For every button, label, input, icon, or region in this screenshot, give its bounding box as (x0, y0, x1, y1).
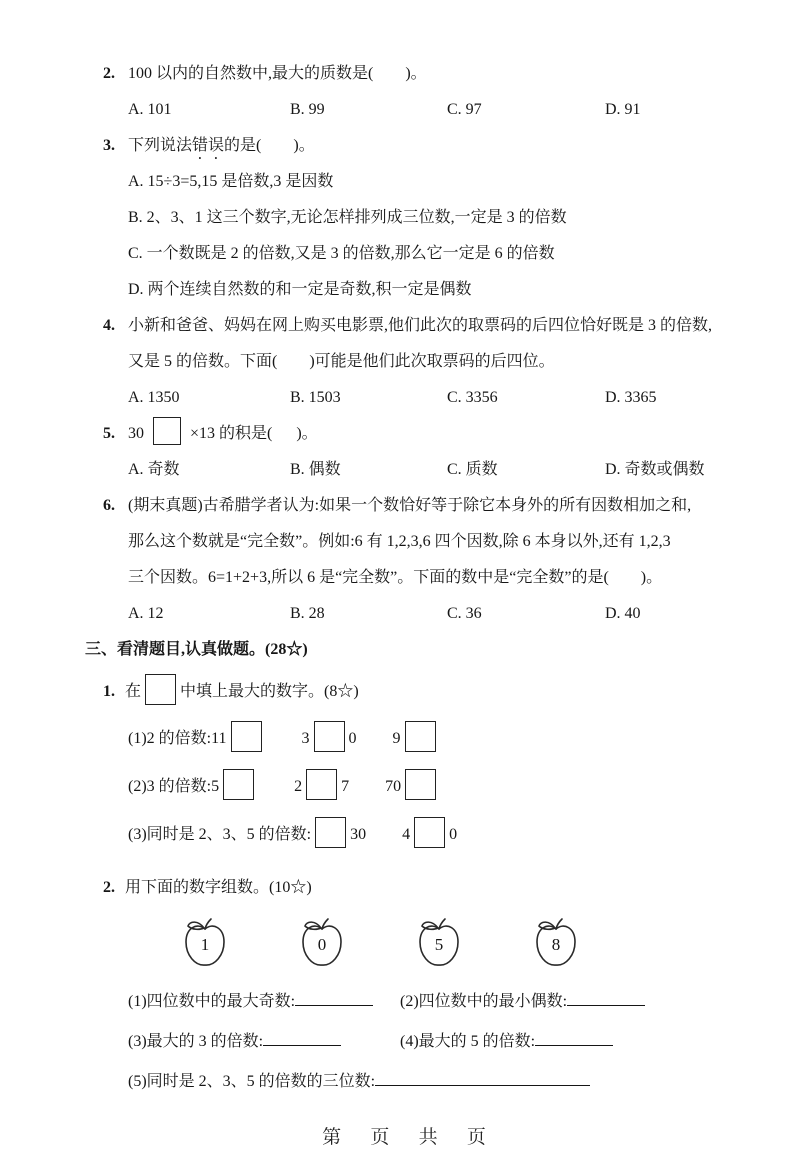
apple-digits (181, 916, 717, 972)
option-d: D. 两个连续自然数的和一定是奇数,积一定是偶数 (128, 281, 472, 298)
item-stem: 用下面的数字组数。(10☆) (125, 879, 312, 896)
option-c: C. 质数 (447, 461, 498, 478)
item-stem: 在 中填上最大的数字。(8☆) (125, 672, 359, 712)
answer-box (405, 769, 436, 800)
answer-box (223, 769, 254, 800)
section3-question-2 (103, 868, 717, 908)
section3-question-1 (103, 672, 717, 712)
question-stem: 100 以内的自然数中,最大的质数是( )。 (128, 65, 427, 82)
item-number: 1. (103, 683, 115, 700)
question-number: 2. (103, 65, 115, 82)
apple-icon (415, 916, 463, 970)
blank-item-3: (3)最大的 3 的倍数: (128, 1022, 400, 1062)
option-c: C. 一个数既是 2 的倍数,又是 3 的倍数,那么它一定是 6 的倍数 (128, 245, 555, 262)
blank-underline (375, 1071, 590, 1086)
question-5 (103, 416, 717, 452)
question-stem-line-1: (期末真题)古希腊学者认为:如果一个数恰好等于除它本身外的所有因数相加之和, (128, 497, 692, 514)
option-d: D. 3365 (605, 389, 657, 406)
question-4-options (128, 380, 717, 416)
apple-digit: 1 (200, 935, 210, 954)
option-b: B. 1503 (290, 389, 341, 406)
question-2-options (128, 92, 717, 128)
blank-row (128, 1062, 717, 1102)
option-c: C. 36 (447, 605, 482, 622)
apple-digit: 8 (551, 935, 561, 954)
apple-icon (298, 916, 346, 970)
blank-item-2: (2)四位数中的最小偶数: (400, 982, 717, 1022)
option-a: A. 15÷3=5,15 是倍数,3 是因数 (128, 173, 334, 190)
option-d: D. 40 (605, 605, 641, 622)
fill-group: 4 0 (402, 817, 457, 848)
question-2 (103, 56, 717, 92)
option-c: C. 97 (447, 101, 482, 118)
item-number: 2. (103, 879, 115, 896)
question-4 (103, 308, 717, 380)
blank-item-1: (1)四位数中的最大奇数: (128, 982, 400, 1022)
question-stem-line-1: 小新和爸爸、妈妈在网上购买电影票,他们此次的取票码的后四位恰好既是 3 的倍数, (128, 317, 713, 334)
answer-box (314, 721, 345, 752)
fill-group: 3 0 (302, 721, 357, 752)
fill-row-1 (128, 712, 717, 760)
answer-box (306, 769, 337, 800)
option-a: A. 101 (128, 101, 172, 118)
emphasis-text: 错误 (192, 137, 225, 154)
question-number: 3. (103, 137, 115, 154)
option-a: A. 奇数 (128, 461, 180, 478)
answer-box (231, 721, 262, 752)
question-number: 4. (103, 317, 115, 334)
blank-questions (128, 982, 717, 1102)
blank-row (128, 1022, 717, 1062)
option-b: B. 28 (290, 605, 325, 622)
blank-item-4: (4)最大的 5 的倍数: (400, 1022, 717, 1062)
blank-underline (263, 1031, 341, 1046)
fill-row-2 (128, 760, 717, 808)
question-5-options (128, 452, 717, 488)
blank-underline (567, 991, 645, 1006)
question-number: 5. (103, 425, 115, 442)
question-stem-line-2: 又是 5 的倍数。下面( )可能是他们此次取票码的后四位。 (128, 353, 555, 370)
fill-row-3 (128, 808, 717, 856)
option-d: D. 奇数或偶数 (605, 461, 705, 478)
question-6-options (128, 596, 717, 632)
fill-group: 70 (385, 769, 440, 800)
option-b: B. 2、3、1 这三个数字,无论怎样排列成三位数,一定是 3 的倍数 (128, 209, 567, 226)
fill-group: (1)2 的倍数:11 (128, 721, 266, 752)
section-three-header: 三、看清题目,认真做题。(28☆) (85, 641, 308, 658)
answer-box (153, 417, 181, 445)
blank-underline (295, 991, 373, 1006)
answer-box (315, 817, 346, 848)
option-b: B. 偶数 (290, 461, 341, 478)
option-c: C. 3356 (447, 389, 498, 406)
question-stem-line-2: 那么这个数就是“完全数”。例如:6 有 1,2,3,6 四个因数,除 6 本身以外,还有 1,2,3 (128, 533, 671, 550)
answer-box (414, 817, 445, 848)
question-stem-line-3: 三个因数。6=1+2+3,所以 6 是“完全数”。下面的数中是“完全数”的是( )。 (128, 569, 663, 586)
question-stem: 30 ×13 的积是( )。 (128, 416, 717, 452)
option-a: A. 1350 (128, 389, 180, 406)
blank-underline (535, 1031, 613, 1046)
option-b: B. 99 (290, 101, 325, 118)
blank-item-5: (5)同时是 2、3、5 的倍数的三位数: (128, 1062, 717, 1102)
option-d: D. 91 (605, 101, 641, 118)
apple-icon (181, 916, 229, 970)
question-stem: 下列说法错误的是( )。 (128, 137, 315, 154)
question-number: 6. (103, 497, 115, 514)
apple-digit: 5 (434, 935, 444, 954)
option-a: A. 12 (128, 605, 164, 622)
fill-group: (2)3 的倍数:5 (128, 769, 258, 800)
fill-group: 2 7 (294, 769, 349, 800)
fill-group: 9 (393, 721, 440, 752)
question-6 (103, 488, 717, 596)
blank-row (128, 982, 717, 1022)
apple-digit: 0 (317, 935, 327, 954)
answer-box (405, 721, 436, 752)
fill-group: (3)同时是 2、3、5 的倍数: 30 (128, 817, 366, 848)
answer-box (145, 674, 176, 705)
page-footer: 第 页 共 页 (322, 1127, 498, 1148)
question-3 (103, 128, 717, 164)
apple-icon (532, 916, 580, 970)
